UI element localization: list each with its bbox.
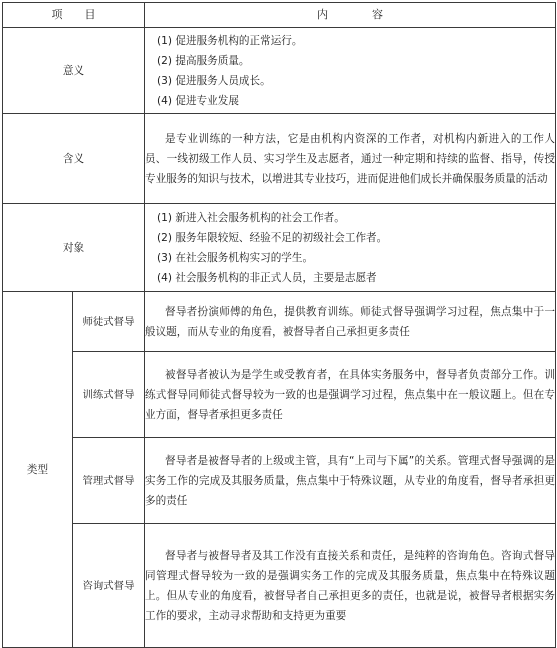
meaning-content (145, 28, 556, 114)
type-text: 被督导者被认为是学生或受教育者，在具体实务服务中，督导者负责部分工作。训练式督导同师徒式督导较为一致的也是强调学习过程，焦点集中在一般议题上。但在专业方面，督导者承担更多责任 (145, 368, 555, 421)
meaning-row (3, 28, 556, 114)
target-line: (3) 在社会服务机构实习的学生。 (157, 251, 314, 264)
meaning-line: (4) 促进专业发展 (157, 94, 239, 107)
definition-row (3, 114, 556, 204)
type-description (145, 352, 556, 438)
type-row (3, 438, 556, 524)
target-line: (2) 服务年限较短、经验不足的初级社会工作者。 (157, 231, 388, 244)
type-row (3, 524, 556, 648)
header-item: 项 目 (3, 3, 145, 28)
header-content: 内 容 (145, 3, 556, 28)
type-name: 训练式督导 (73, 352, 145, 438)
type-name: 咨询式督导 (73, 524, 145, 648)
type-text: 督导者扮演师傅的角色，提供教育训练。师徒式督导强调学习过程，焦点集中于一般议题，而从专业的角度看，被督导者自己承担更多责任 (145, 305, 555, 338)
type-description (145, 438, 556, 524)
target-line: (1) 新进入社会服务机构的社会工作者。 (157, 211, 345, 224)
types-label: 类型 (3, 292, 73, 648)
meaning-line: (1) 促进服务机构的正常运行。 (157, 34, 303, 47)
meaning-label: 意义 (3, 28, 145, 114)
target-content (145, 204, 556, 292)
type-row (3, 352, 556, 438)
target-label: 对象 (3, 204, 145, 292)
type-row (3, 292, 556, 352)
definition-content (145, 114, 556, 204)
type-text: 督导者是被督导者的上级或主管，具有“上司与下属”的关系。管理式督导强调的是实务工作的完成及其服务质量，焦点集中于特殊议题，从专业的角度看，督导者承担更多的责任 (145, 454, 555, 507)
type-name: 管理式督导 (73, 438, 145, 524)
meaning-line: (3) 促进服务人员成长。 (157, 74, 271, 87)
meaning-line: (2) 提高服务质量。 (157, 54, 250, 67)
type-name: 师徒式督导 (73, 292, 145, 352)
definition-label: 含义 (3, 114, 145, 204)
type-description (145, 292, 556, 352)
target-row (3, 204, 556, 292)
type-description (145, 524, 556, 648)
type-text: 督导者与被督导者及其工作没有直接关系和责任，是纯粹的咨询角色。咨询式督导同管理式督导较为一致的是强调实务工作的完成及其服务质量，焦点集中在特殊议题上。但从专业的角度看，被督导者自己承担更多的责任，也就是说，被督导者根据实务工作的要求，主动寻求帮助和支持更为重要 (145, 549, 555, 622)
supervision-table (2, 2, 556, 648)
target-line: (4) 社会服务机构的非正式人员，主要是志愿者 (157, 271, 377, 284)
definition-text: 是专业训练的一种方法，它是由机构内资深的工作者，对机构内新进入的工作人员、一线初级工作人员、实习学生及志愿者，通过一种定期和持续的监督、指导，传授专业服务的知识与技术，以增进其专业技巧，进而促进他们成长并确保服务质量的活动 (145, 132, 555, 185)
header-row (3, 3, 556, 28)
